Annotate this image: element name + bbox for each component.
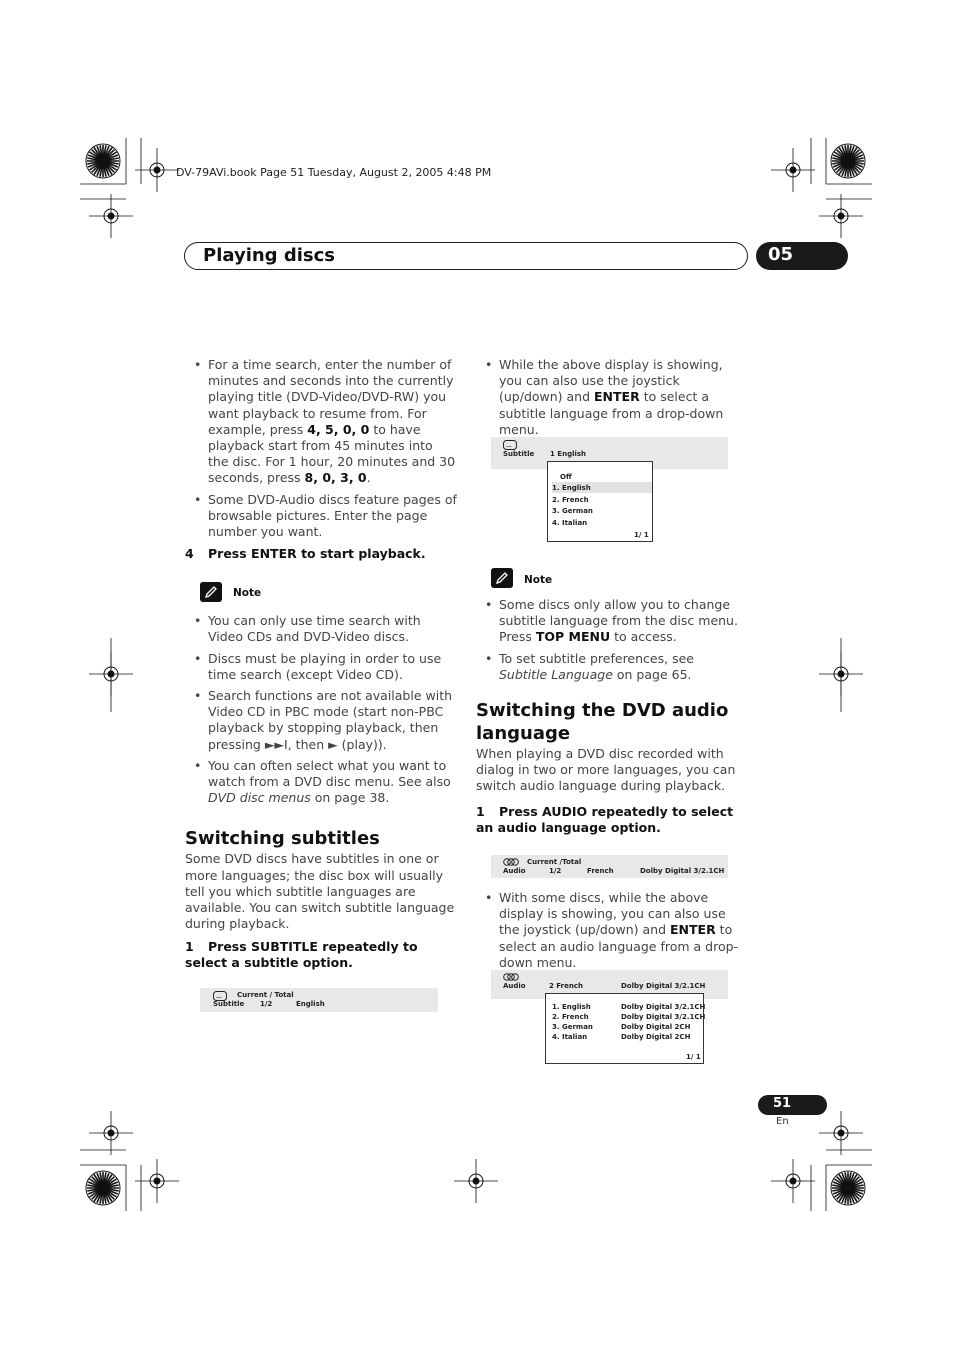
right-column-middle: [476, 566, 744, 836]
audio-icon: [503, 858, 519, 866]
chapter-header-bar: [184, 242, 748, 270]
osd-label: Subtitle: [503, 450, 535, 458]
section-title-switching-subtitles: Switching subtitles: [185, 828, 380, 850]
dropdown-option[interactable]: 2. French: [552, 1013, 589, 1021]
osd-header: Current /Total: [527, 858, 582, 866]
note-bullets: [476, 597, 744, 683]
list-item: • You can often select what you want to watch from a DVD disc menu. See also DVD disc menus on page 38.: [185, 758, 457, 807]
section-body: Some DVD discs have subtitles in one or more languages; the disc box will usually tell you which subtitle languages are available. You can switch subtitle language during playback.: [185, 851, 455, 932]
dropdown-option-format: Dolby Digital 3/2.1CH: [621, 1003, 706, 1011]
osd-current-format: Dolby Digital 3/2.1CH: [621, 982, 706, 990]
dropdown-page: 1/ 1: [634, 531, 649, 539]
osd-header: Current / Total: [237, 991, 294, 999]
dropdown-option[interactable]: 1. English: [552, 1003, 591, 1011]
pencil-note-icon: [200, 582, 222, 602]
list-item: • Some discs only allow you to change subtitle language from the disc menu. Press TOP MENU to access.: [476, 597, 744, 646]
dropdown-option[interactable]: 3. German: [552, 507, 593, 515]
list-item: • With some discs, while the above display is showing, you can also use the joystick (up/down) and ENTER to select an audio language from a drop-down menu.: [476, 890, 744, 971]
dropdown-option[interactable]: 2. French: [552, 496, 589, 504]
dropdown-option[interactable]: 1. English: [552, 484, 591, 492]
subtitle-osd-bar: [200, 988, 438, 1012]
osd-format: Dolby Digital 3/2.1CH: [640, 867, 725, 875]
step-4: 4 Press ENTER to start playback.: [185, 546, 426, 562]
audio-dropdown-bullets: [476, 890, 744, 971]
subtitle-dropdown-bullets: [476, 357, 744, 438]
note-heading: [491, 566, 744, 592]
dropdown-page: 1/ 1: [686, 1053, 701, 1061]
osd-language: French: [587, 867, 614, 875]
right-column-top: [476, 357, 744, 443]
audio-dropdown-list[interactable]: [545, 993, 704, 1064]
osd-count: 1/2: [549, 867, 562, 875]
list-item: • Search functions are not available with Video CD in PBC mode (start non-PBC playback by stopping playback, then pressing ►►I, then ► (play)).: [185, 688, 457, 753]
chapter-number: 05: [768, 244, 794, 265]
dropdown-option-format: Dolby Digital 3/2.1CH: [621, 1013, 706, 1021]
time-search-bullets: [185, 357, 457, 540]
page-number: 51: [773, 1096, 792, 1111]
audio-icon: [503, 973, 519, 981]
list-item: • Discs must be playing in order to use time search (except Video CD).: [185, 651, 457, 683]
subtitle-dropdown-list[interactable]: [547, 461, 653, 542]
right-column-bottom: [476, 890, 744, 976]
note-bullets: [185, 613, 457, 806]
chapter-number-badge: [756, 242, 848, 270]
language-code: En: [776, 1116, 789, 1127]
osd-label: Audio: [503, 982, 526, 990]
osd-label: Subtitle: [213, 1000, 245, 1008]
list-item: • To set subtitle preferences, see Subtitle Language on page 65.: [476, 651, 744, 683]
osd-label: Audio: [503, 867, 526, 875]
svg-text:...: ...: [506, 443, 512, 449]
dropdown-option-format: Dolby Digital 2CH: [621, 1033, 691, 1041]
step-1-audio: 1 Press AUDIO repeatedly to select an audio language option.: [476, 803, 734, 835]
subtitle-icon: [503, 440, 517, 450]
dropdown-option[interactable]: 4. Italian: [552, 1033, 588, 1041]
osd-current: 1 English: [550, 450, 587, 458]
note-heading: [200, 578, 457, 604]
osd-count: 1/2: [260, 1000, 273, 1008]
page-number-badge: [758, 1095, 827, 1115]
section-title-audio-language: Switching the DVD audio language: [476, 700, 729, 745]
osd-value: English: [296, 1000, 325, 1008]
print-info-line: DV-79AVi.book Page 51 Tuesday, August 2, 2005 4:48 PM: [176, 166, 492, 179]
list-item: • You can only use time search with Video CDs and DVD-Video discs.: [185, 613, 457, 645]
pencil-note-icon: [491, 568, 513, 588]
left-column: [185, 357, 457, 971]
note-label: Note: [524, 574, 553, 586]
svg-text:...: ...: [216, 994, 222, 1000]
audio-osd-bar: [491, 855, 728, 878]
dropdown-option[interactable]: Off: [560, 473, 572, 481]
dropdown-option[interactable]: 3. German: [552, 1023, 593, 1031]
section-body: When playing a DVD disc recorded with dialog in two or more languages, you can switch audio language during playback.: [476, 746, 736, 794]
note-label: Note: [233, 587, 262, 600]
step-1-subtitle: 1 Press SUBTITLE repeatedly to select a subtitle option.: [185, 939, 418, 971]
list-item: • Some DVD-Audio discs feature pages of browsable pictures. Enter the page number you want.: [185, 492, 457, 541]
list-item: • For a time search, enter the number of minutes and seconds into the currently playing title (DVD-Video/DVD-RW) you want playback to resume from. For example, press 4, 5, 0, 0 to have playback start from 45 minutes into the disc. For 1 hour, 20 minutes and 30 seconds, press 8, 0, 3, 0.: [185, 357, 457, 487]
osd-current: 2 French: [549, 982, 583, 990]
chapter-title: Playing discs: [203, 245, 335, 266]
dropdown-option-format: Dolby Digital 2CH: [621, 1023, 691, 1031]
list-item: • While the above display is showing, you can also use the joystick (up/down) and ENTER to select a subtitle language from a drop-down menu.: [476, 357, 744, 438]
dropdown-option[interactable]: 4. Italian: [552, 519, 588, 527]
